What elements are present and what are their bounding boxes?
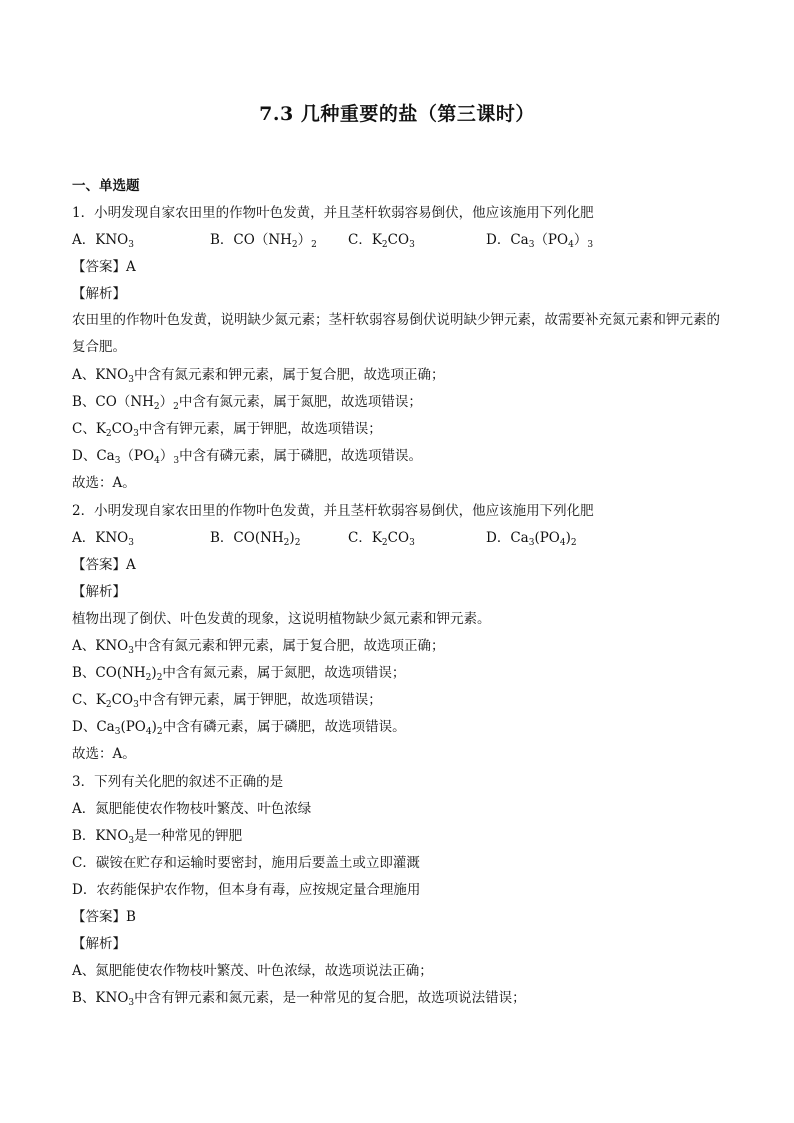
q3-option-b: B．$KNO_3$是一种常见的钾肥: [72, 828, 243, 846]
q1-option-b: B．$CO(NH_2)_2$: [210, 232, 317, 250]
q1-analysis: 农田里的作物叶色发黄，说明缺少氮元素；茎杆软弱容易倒伏说明缺少钾元素，故需要补充氮元素和钾元素的复合肥。: [72, 312, 720, 355]
q2-option-d: D．$Ca_3(PO_4)_2$: [486, 530, 577, 548]
q3-option-a: A．氮肥能使农作物枝叶繁茂、叶色浓绿: [72, 801, 312, 817]
q2-option-b: B．$CO(NH_2)_2$: [210, 530, 301, 548]
q3-analysis-a: A、氮肥能使农作物枝叶繁茂、叶色浓绿，故选项说法正确；: [72, 963, 433, 979]
q2-analysis-a: A、$KNO_3$中含有氮元素和钾元素，属于复合肥，故选项正确；: [72, 638, 445, 656]
q1-analysis-label: 【解析】: [72, 286, 126, 302]
q2-conclusion: 故选：A。: [72, 746, 136, 762]
q1-answer: 【答案】A: [72, 259, 136, 275]
q3-answer: 【答案】B: [72, 909, 136, 925]
q1-option-a: A．$KNO_3$: [72, 232, 134, 250]
q3-stem: 3．下列有关化肥的叙述不正确的是: [72, 774, 284, 790]
q2-analysis-d: D、$Ca_3(PO_4)_2$中含有磷元素，属于磷肥，故选项错误。: [72, 719, 406, 737]
q2-stem: 2．小明发现自家农田里的作物叶色发黄，并且茎杆软弱容易倒伏，他应该施用下列化肥: [72, 503, 594, 519]
q1-analysis-a: A、$KNO_3$中含有氮元素和钾元素，属于复合肥，故选项正确；: [72, 367, 445, 385]
q2-analysis-label: 【解析】: [72, 584, 126, 600]
q1-analysis-d: D、$Ca_3(PO_4)_3$中含有磷元素，属于磷肥，故选项错误。: [72, 448, 423, 466]
q1-conclusion: 故选：A。: [72, 475, 136, 491]
q2-option-c: C．$K_2CO_3$: [348, 530, 415, 548]
section-heading: 一、单选题: [72, 178, 140, 194]
q1-analysis-c: C、$K_2CO_3$中含有钾元素，属于钾肥，故选项错误；: [72, 421, 382, 439]
q3-option-c: C．碳铵在贮存和运输时要密封，施用后要盖土或立即灌溉: [72, 855, 420, 871]
q1-option-d: D．$Ca_3(PO_4)_3$: [486, 232, 594, 250]
q3-analysis-label: 【解析】: [72, 936, 126, 952]
q2-analysis-b: B、$CO(NH_2)_2$中含有氮元素，属于氮肥，故选项错误；: [72, 665, 406, 683]
q3-analysis-b: B、$KNO_3$中含有钾元素和氮元素，是一种常见的复合肥，故选项说法错误；: [72, 990, 526, 1008]
q2-analysis-c: C、$K_2CO_3$中含有钾元素，属于钾肥，故选项错误；: [72, 692, 382, 710]
page-title: 7.3 几种重要的盐（第三课时）: [259, 103, 535, 125]
q1-analysis-b: B、$CO(NH_2)_2$中含有氮元素，属于氮肥，故选项错误；: [72, 394, 422, 412]
q3-option-d: D．农药能保护农作物，但本身有毒，应按规定量合理施用: [72, 882, 421, 898]
q2-answer: 【答案】A: [72, 557, 136, 573]
q1-stem: 1．小明发现自家农田里的作物叶色发黄，并且茎杆软弱容易倒伏，他应该施用下列化肥: [72, 205, 594, 221]
q2-analysis: 植物出现了倒伏、叶色发黄的现象，这说明植物缺少氮元素和钾元素。: [72, 611, 491, 627]
q1-option-c: C．$K_2CO_3$: [348, 232, 415, 250]
q2-option-a: A．$KNO_3$: [72, 530, 134, 548]
